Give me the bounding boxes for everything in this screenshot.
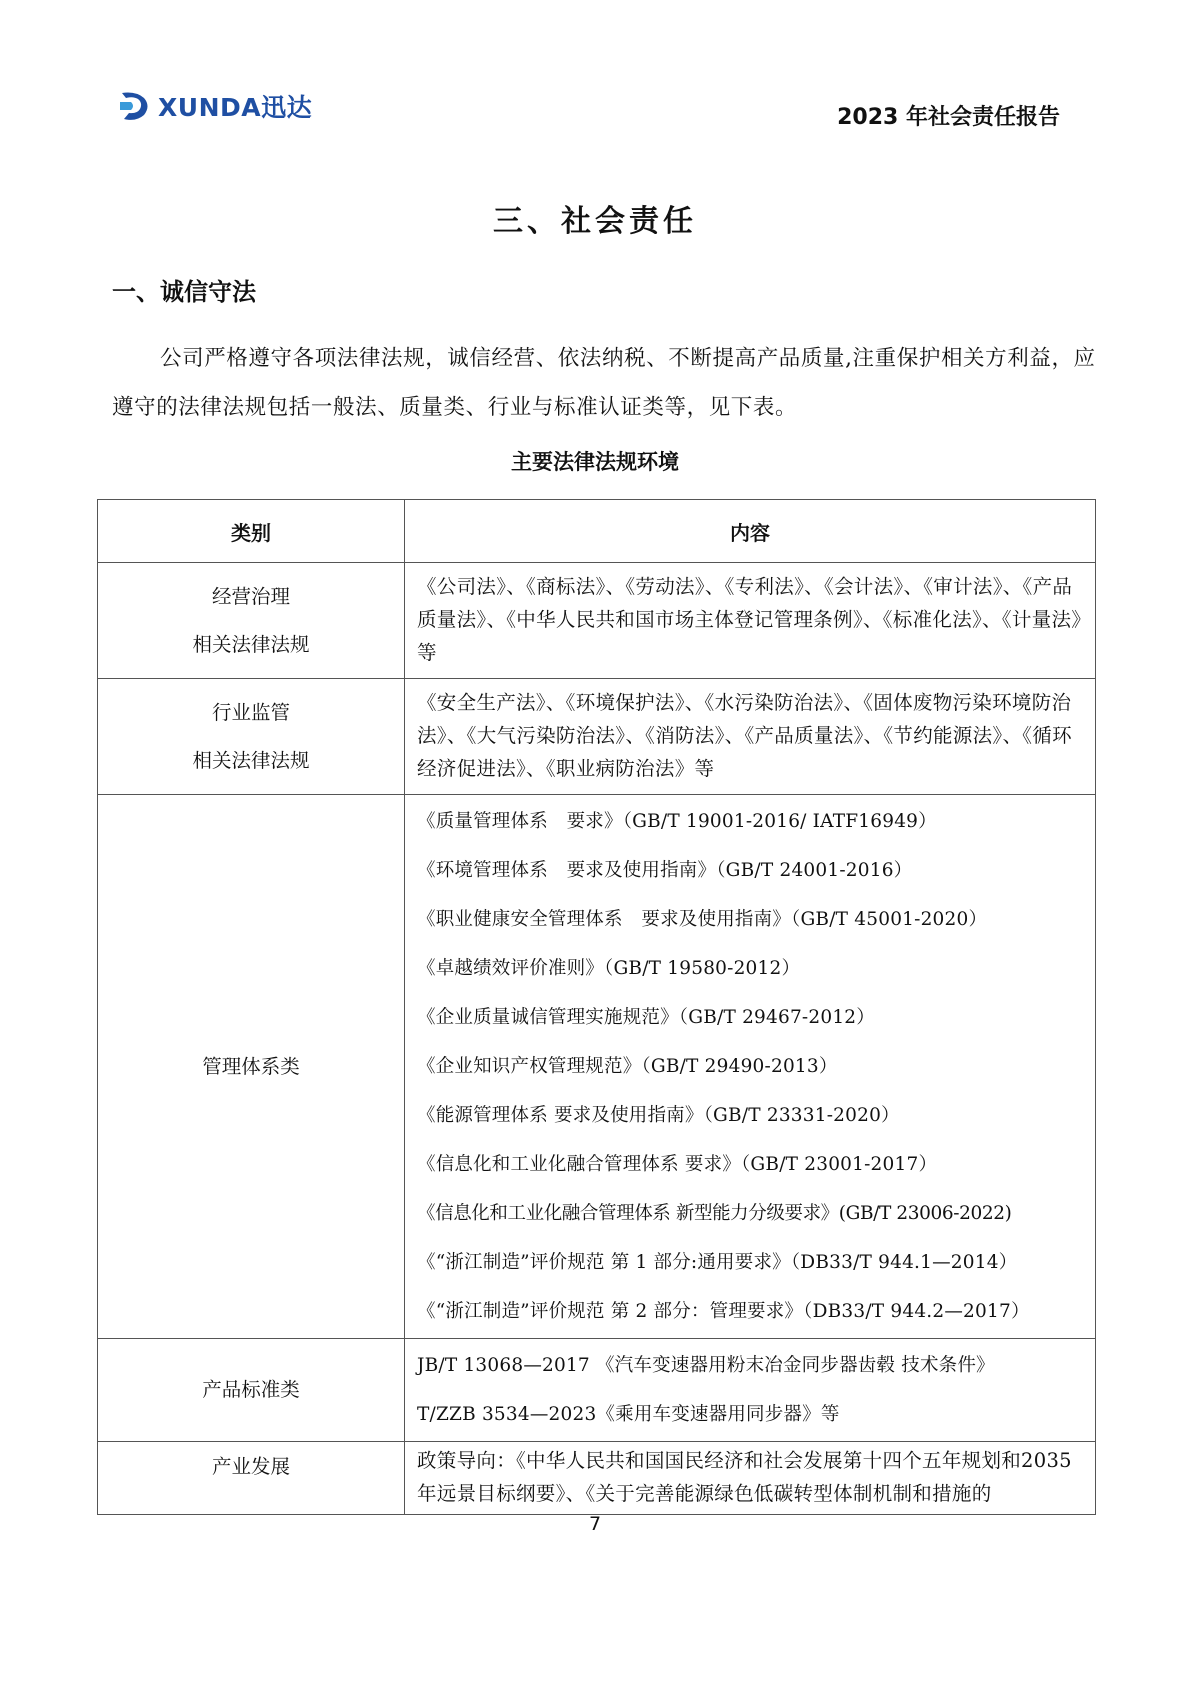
header-content: 内容 bbox=[405, 500, 1096, 563]
table-row bbox=[98, 679, 1096, 795]
standard-item: 《“浙江制造”评价规范 第 1 部分:通用要求》（DB33/T 944.1—2014） bbox=[417, 1252, 1018, 1273]
standard-item: 《能源管理体系 要求及使用指南》（GB/T 23331-2020） bbox=[417, 1105, 900, 1126]
standard-item: 《“浙江制造”评价规范 第 2 部分：管理要求》（DB33/T 944.2—2017） bbox=[417, 1301, 1030, 1322]
table-header-row bbox=[98, 500, 1096, 563]
standard-item: 《信息化和工业化融合管理体系 新型能力分级要求》(GB/T 23006-2022) bbox=[417, 1203, 1012, 1224]
standard-item: T/ZZB 3534—2023《乘用车变速器用同步器》等 bbox=[417, 1404, 840, 1425]
content-cell: 政策导向：《中华人民共和国国民经济和社会发展第十四个五年规划和2035 年远景目标纲要》、《关于完善能源绿色低碳转型体制机制和措施的 bbox=[405, 1442, 1096, 1515]
standard-item: 《企业质量诚信管理实施规范》（GB/T 29467-2012） bbox=[417, 1007, 875, 1028]
company-logo bbox=[118, 88, 312, 124]
category-line: 相关法律法规 bbox=[192, 632, 310, 656]
content-cell: 《公司法》、《商标法》、《劳动法》、《专利法》、《会计法》、《审计法》、《产品质量法》、《中华人民共和国市场主体登记管理条例》、《标准化法》、《计量法》等 bbox=[405, 563, 1096, 679]
table-row bbox=[98, 1339, 1096, 1442]
content-cell bbox=[405, 795, 1096, 1339]
category-cell: 产品标准类 bbox=[98, 1339, 405, 1442]
intro-paragraph: 公司严格遵守各项法律法规，诚信经营、依法纳税、不断提高产品质量,注重保护相关方利益，应遵守的法律法规包括一般法、质量类、行业与标准认证类等，见下表。 bbox=[112, 346, 1096, 420]
standard-item: 《环境管理体系 要求及使用指南》（GB/T 24001-2016） bbox=[417, 860, 913, 881]
standard-item: 《信息化和工业化融合管理体系 要求》（GB/T 23001-2017） bbox=[417, 1154, 938, 1175]
standard-item: 《卓越绩效评价准则》（GB/T 19580-2012） bbox=[417, 958, 801, 979]
report-title: 2023 年社会责任报告 bbox=[837, 105, 1060, 130]
subsection-title: 一、诚信守法 bbox=[112, 278, 256, 306]
content-cell: 《安全生产法》、《环境保护法》、《水污染防治法》、《固体废物污染环境防治法》、《大气污染防治法》、《消防法》、《产品质量法》、《节约能源法》、《循环经济促进法》、《职业病防治法》等 bbox=[405, 679, 1096, 795]
standard-item: 《质量管理体系 要求》（GB/T 19001-2016/ IATF16949） bbox=[417, 811, 937, 832]
logo-text: XUNDA迅达 bbox=[158, 93, 313, 122]
xunda-logo-icon bbox=[118, 89, 152, 123]
category-cell: 产业发展 bbox=[98, 1442, 405, 1515]
section-title: 三、社会责任 bbox=[493, 204, 697, 239]
category-cell: 管理体系类 bbox=[98, 795, 405, 1339]
page-number: 7 bbox=[588, 1513, 602, 1535]
table-row bbox=[98, 795, 1096, 1339]
category-line: 经营治理 bbox=[211, 584, 290, 608]
standard-item: 《企业知识产权管理规范》（GB/T 29490-2013） bbox=[417, 1056, 838, 1077]
header-category: 类别 bbox=[98, 500, 405, 563]
category-cell bbox=[98, 679, 405, 795]
category-line: 相关法律法规 bbox=[192, 748, 310, 772]
category-line: 行业监管 bbox=[211, 700, 290, 724]
category-cell bbox=[98, 563, 405, 679]
law-table bbox=[97, 499, 1096, 1515]
standard-item: 《职业健康安全管理体系 要求及使用指南》（GB/T 45001-2020） bbox=[417, 909, 988, 930]
table-row bbox=[98, 563, 1096, 679]
standard-item: JB/T 13068—2017 《汽车变速器用粉末冶金同步器齿毂 技术条件》 bbox=[417, 1355, 995, 1376]
content-cell bbox=[405, 1339, 1096, 1442]
table-caption: 主要法律法规环境 bbox=[511, 450, 679, 474]
table-row bbox=[98, 1442, 1096, 1515]
